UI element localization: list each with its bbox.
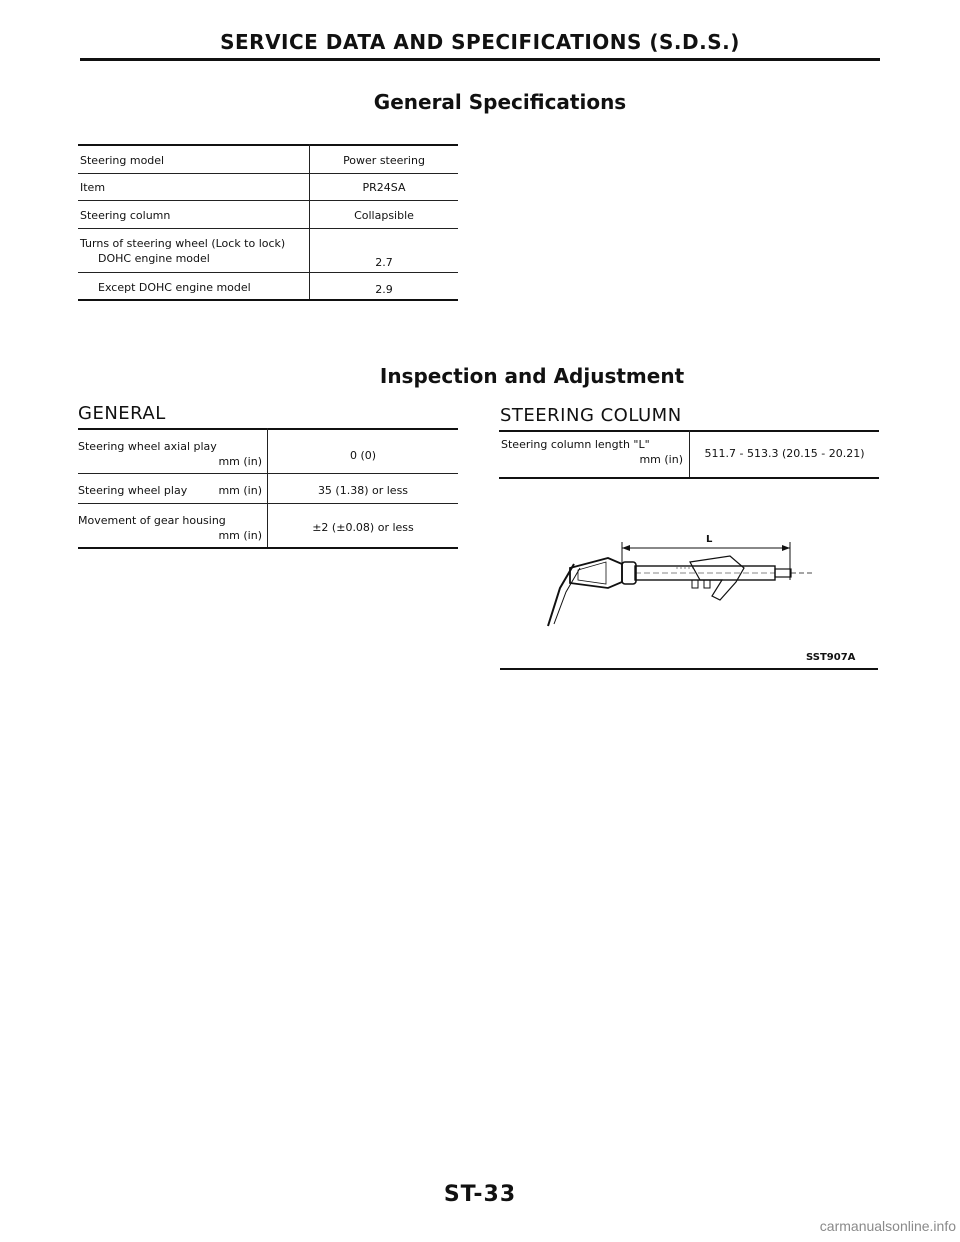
inspection-adjustment-heading: Inspection and Adjustment (379, 364, 685, 388)
page-number: ST-33 (443, 1182, 517, 1207)
spec-value-item: PR24SA (362, 181, 406, 194)
spec-label-except-dohc: Except DOHC engine model (98, 281, 251, 294)
table-row-divider (78, 173, 458, 174)
table-row-divider (78, 473, 458, 474)
spec-value-except-dohc-turns: 2.9 (375, 283, 393, 296)
inspection-general-table (78, 428, 458, 552)
dimension-arrow-right (782, 545, 790, 551)
table-row-divider (78, 200, 458, 201)
steering-column-table (499, 430, 879, 482)
table-top-rule (78, 428, 458, 430)
general-unit-gear-housing: mm (in) (218, 529, 262, 542)
header-rule (80, 58, 880, 61)
spec-value-steering-model: Power steering (343, 154, 425, 167)
table-row-divider (78, 272, 458, 273)
shaft-end (775, 569, 791, 577)
spec-value-dohc-turns: 2.7 (375, 256, 393, 269)
steering-column-length-unit: mm (in) (639, 453, 683, 466)
spec-sublabel-dohc: DOHC engine model (98, 252, 210, 265)
dimension-arrow-left (622, 545, 630, 551)
table-bottom-rule (78, 547, 458, 549)
mounting-bracket (690, 556, 744, 600)
general-value-wheel-play: 35 (1.38) or less (317, 484, 409, 497)
bracket-tab-1 (692, 580, 698, 588)
general-value-gear-housing: ±2 (±0.08) or less (312, 521, 414, 534)
figure-code: SST907A (806, 652, 856, 663)
general-subheading: GENERAL (78, 403, 166, 424)
general-unit-axial-play: mm (in) (218, 455, 262, 468)
steering-column-length-value: 511.7 - 513.3 (20.15 - 20.21) (704, 447, 865, 460)
general-specifications-table (78, 144, 458, 304)
spec-label-steering-column: Steering column (80, 209, 171, 222)
dimension-l-label: L (706, 534, 713, 545)
table-bottom-rule (78, 299, 458, 301)
spec-value-steering-column: Collapsible (354, 209, 414, 222)
steering-column-length-label: Steering column length "L" (501, 438, 650, 451)
spec-label-item: Item (80, 181, 106, 194)
table-bottom-rule (499, 477, 879, 479)
column-collar (622, 562, 636, 584)
steering-column-figure (540, 528, 830, 628)
general-unit-wheel-play: mm (in) (218, 484, 262, 497)
general-label-wheel-play: Steering wheel play (78, 484, 188, 497)
spec-label-turns-lock-to-lock: Turns of steering wheel (Lock to lock) (80, 237, 286, 250)
figure-bottom-rule (500, 668, 878, 670)
bracket-tab-2 (704, 580, 710, 588)
table-row-divider (78, 503, 458, 504)
general-label-axial-play: Steering wheel axial play (78, 440, 217, 453)
table-top-rule (78, 144, 458, 146)
general-value-axial-play: 0 (0) (349, 449, 377, 462)
general-label-gear-housing: Movement of gear housing (78, 514, 226, 527)
general-specifications-heading: General Specifications (373, 90, 627, 114)
watermark: carmanualsonline.info (819, 1218, 956, 1234)
steering-column-subheading: STEERING COLUMN (500, 405, 682, 426)
page-header-title: SERVICE DATA AND SPECIFICATIONS (S.D.S.) (220, 30, 740, 54)
spec-label-steering-model: Steering model (80, 154, 165, 167)
table-row-divider (78, 228, 458, 229)
steering-column-drawing (540, 528, 830, 628)
